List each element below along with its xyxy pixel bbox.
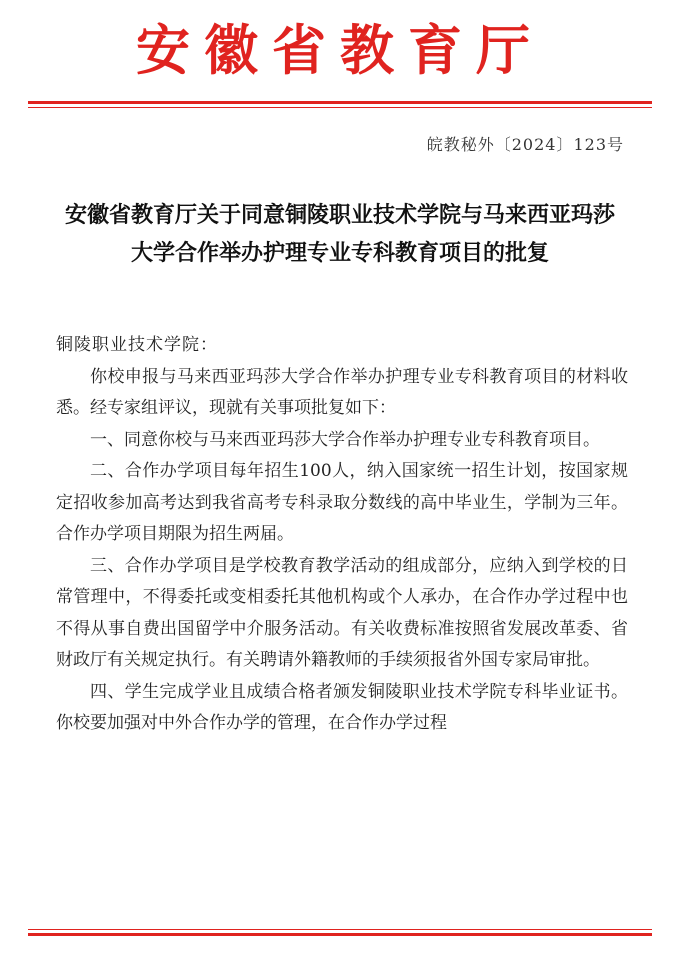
footer-red-rule-top xyxy=(28,929,652,930)
salutation: 铜陵职业技术学院： xyxy=(56,335,218,355)
header-red-rule-top xyxy=(28,101,652,104)
masthead-title: 安徽省教育厅 xyxy=(136,18,544,82)
title-line-1: 安徽省教育厅关于同意铜陵职业技术学院与马来西亚玛莎 xyxy=(64,202,615,228)
paragraph-item-3: 三、合作办学项目是学校教育教学活动的组成部分，应纳入到学校的日常管理中，不得委托或变相委托其他机构或个人承办，在合作办学过程中也不得从事自费出国留学中介服务活动。有关收费标准按照省发展改革委、省财政厅有关规定执行。有关聘请外籍教师的手续须报省外国专家局审批。 xyxy=(56,555,628,670)
title-line-2: 大学合作举办护理专业专科教育项目的批复 xyxy=(130,240,549,266)
paragraph-item-1: 一、同意你校与马来西亚玛莎大学合作举办护理专业专科教育项目。 xyxy=(90,429,600,450)
paragraph-item-4: 四、学生完成学业且成绩合格者颁发铜陵职业技术学院专科毕业证书。你校要加强对中外合作办学的管理，在合作办学过程 xyxy=(56,681,628,733)
footer-red-rule-bottom xyxy=(28,933,652,936)
document-number: 皖教秘外〔2024〕123号 xyxy=(426,135,624,154)
document-title xyxy=(40,196,640,272)
paragraph-intro: 你校申报与马来西亚玛莎大学合作举办护理专业专科教育项目的材料收悉。经专家组评议，现就有关事项批复如下： xyxy=(56,366,628,418)
document-body xyxy=(56,330,628,740)
header-red-rule-bottom xyxy=(28,107,652,108)
paragraph-item-2: 二、合作办学项目每年招生100人，纳入国家统一招生计划，按国家规定招收参加高考达到我省高考专科录取分数线的高中毕业生，学制为三年。合作办学项目期限为招生两届。 xyxy=(56,461,628,544)
